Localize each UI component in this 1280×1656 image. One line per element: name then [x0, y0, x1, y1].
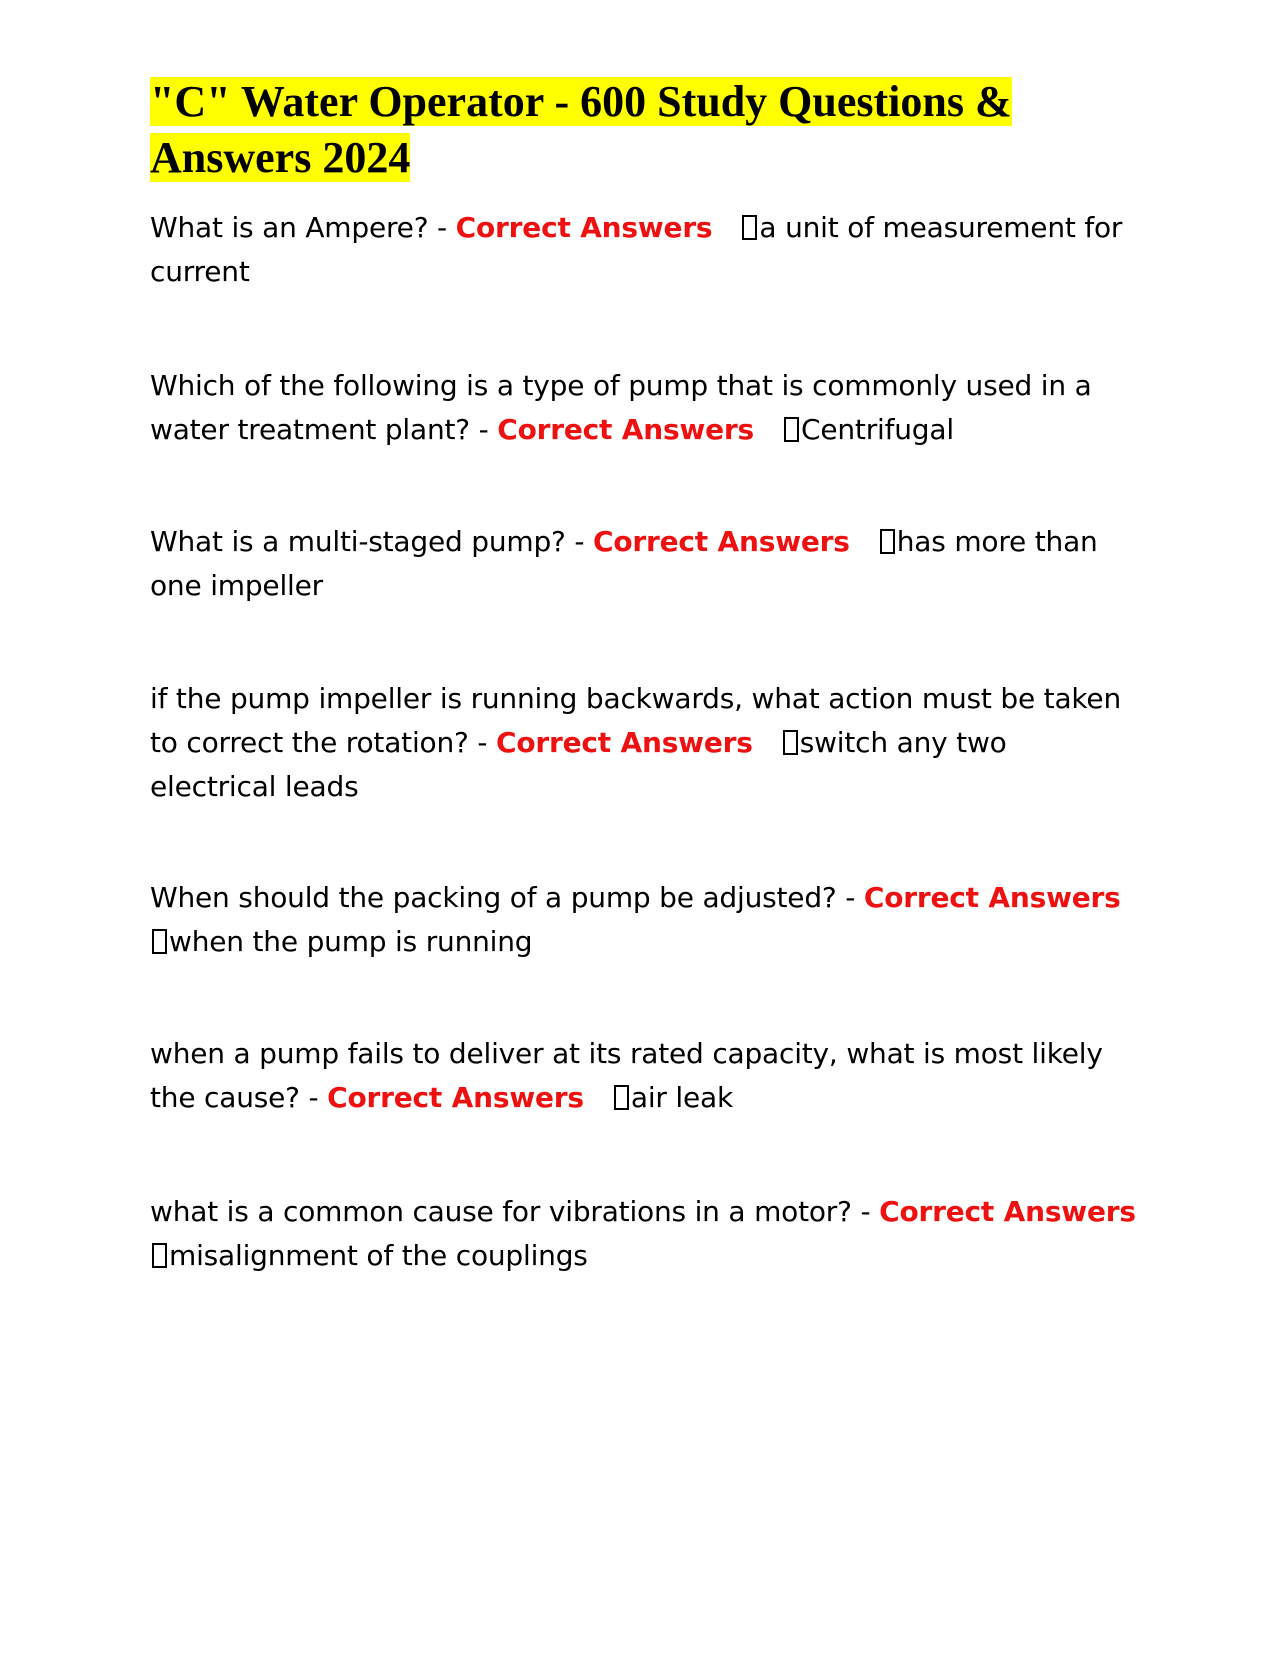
- separator: -: [299, 1081, 328, 1114]
- qa-item-3: [150, 520, 1140, 608]
- correct-answers-label: Correct Answers: [455, 211, 713, 244]
- separator: -: [428, 211, 456, 244]
- answer-text: when the pump is running: [169, 925, 533, 958]
- separator: -: [468, 726, 496, 759]
- answer-text: misalignment of the couplings: [169, 1239, 588, 1272]
- correct-answers-label: Correct Answers: [863, 881, 1121, 914]
- separator: -: [851, 1195, 880, 1228]
- missing-glyph-icon: [880, 529, 895, 554]
- question-text: when a pump fails to deliver at its rated capacity, what is most likely the cause?: [150, 1037, 1103, 1114]
- answer-text: Centrifugal: [801, 413, 954, 446]
- question-text: if the pump impeller is running backwards, what action must be taken to correct the rotation?: [150, 682, 1121, 759]
- correct-answers-label: Correct Answers: [879, 1195, 1136, 1228]
- question-text: What is a multi-staged pump?: [150, 525, 566, 558]
- qa-item-4: [150, 677, 1140, 809]
- question-text: What is an Ampere?: [150, 211, 429, 244]
- answer-text: has more than one impeller: [150, 525, 1098, 602]
- missing-glyph-icon: [614, 1085, 629, 1110]
- correct-answers-label: Correct Answers: [495, 726, 753, 759]
- question-text: Which of the following is a type of pump that is commonly used in a water treatment plant?: [150, 369, 1092, 446]
- separator: -: [469, 413, 498, 446]
- separator: -: [836, 881, 864, 914]
- qa-item-5: [150, 876, 1140, 964]
- qa-item-7: [150, 1190, 1140, 1278]
- answer-text: air leak: [630, 1081, 734, 1114]
- answer-text: switch any two electrical leads: [150, 726, 1007, 803]
- correct-answers-label: Correct Answers: [327, 1081, 584, 1114]
- missing-glyph-icon: [152, 1243, 167, 1268]
- qa-item-6: [150, 1032, 1140, 1120]
- question-text: what is a common cause for vibrations in a motor?: [150, 1195, 852, 1228]
- missing-glyph-icon: [742, 215, 757, 240]
- separator: -: [565, 525, 593, 558]
- document-title: [150, 74, 1110, 186]
- question-text: When should the packing of a pump be adjusted?: [150, 881, 837, 914]
- answer-text: a unit of measurement for current: [150, 211, 1123, 288]
- correct-answers-label: Correct Answers: [497, 413, 754, 446]
- missing-glyph-icon: [152, 929, 167, 954]
- qa-item-1: [150, 206, 1140, 294]
- correct-answers-label: Correct Answers: [593, 525, 850, 558]
- missing-glyph-icon: [783, 730, 798, 755]
- qa-item-2: [150, 364, 1140, 452]
- title-highlight: "C" Water Operator - 600 Study Questions & Answers 2024: [150, 77, 1012, 182]
- missing-glyph-icon: [784, 417, 799, 442]
